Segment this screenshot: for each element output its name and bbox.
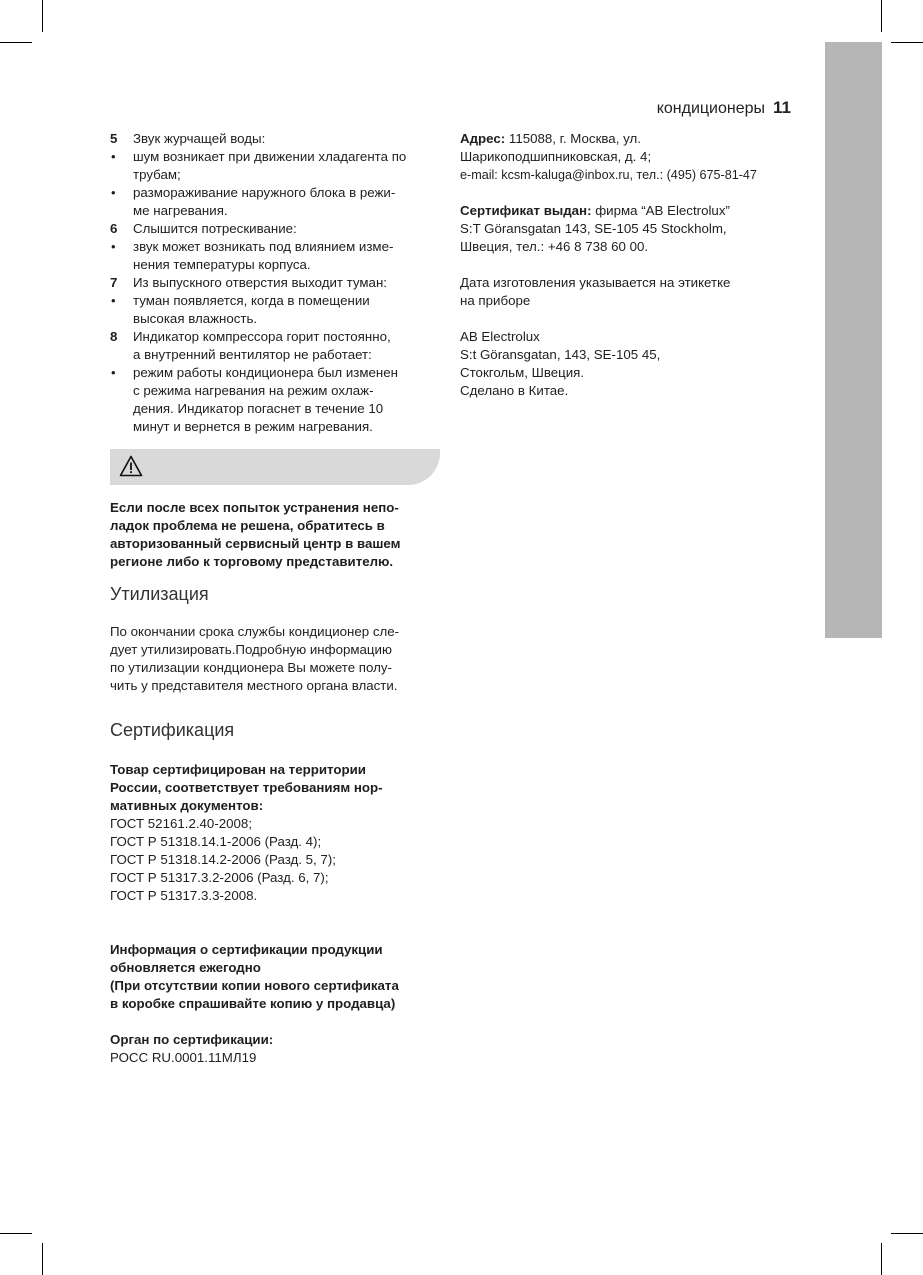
standard-item: ГОСТ Р 51318.14.1-2006 (Разд. 4); [110, 834, 322, 849]
disposal-line: По окончании срока службы кондиционер сле- [110, 624, 400, 639]
item-continuation [110, 382, 440, 400]
item-text: Индикатор компрессора горит постоянно, [133, 329, 391, 344]
certification-statement [110, 761, 440, 815]
address-line: Шарикоподшипниковская, д. 4; [460, 149, 652, 164]
section-side-tab [825, 42, 882, 638]
address-line: 115088, г. Москва, ул. [505, 131, 641, 146]
standard-item: ГОСТ Р 51317.3.3-2008. [110, 888, 258, 903]
item-text: а внутренний вентилятор не работает: [133, 347, 372, 362]
bullet-mark: • [111, 185, 116, 200]
item-continuation [110, 346, 440, 364]
item-text: Из выпускного отверстия выходит туман: [133, 275, 387, 290]
address-label: Адрес: [460, 131, 506, 146]
troubleshooting-list [110, 130, 440, 436]
bullet-item [110, 148, 440, 166]
item-text: высокая влажность. [133, 311, 258, 326]
numbered-item [110, 220, 440, 238]
address-email-phone: e-mail: kcsm-kaluga@inbox.ru, тел.: (495) 675-81-47 [460, 168, 757, 182]
warning-text [110, 499, 440, 571]
bullet-item [110, 184, 440, 202]
cert-info-line: (При отсутствии копии нового сертификата [110, 978, 399, 993]
cert-info-line: обновляется ежегодно [110, 960, 261, 975]
right-column [460, 130, 800, 418]
cert-statement-line: России, соответствует требованиям нор- [110, 780, 383, 795]
item-continuation [110, 202, 440, 220]
certification-info [110, 941, 440, 1013]
crop-mark [891, 42, 923, 43]
warning-line: ладок проблема не решена, обратитесь в [110, 518, 385, 533]
item-text: режим работы кондиционера был изменен [133, 365, 398, 380]
bullet-mark: • [111, 365, 116, 380]
certification-heading: Сертификация [110, 720, 235, 740]
disposal-line: по утилизации кондционера Вы можете полу- [110, 660, 392, 675]
warning-line: Если после всех попыток устранения непо- [110, 500, 399, 515]
item-text: туман появляется, когда в помещении [133, 293, 370, 308]
numbered-item [110, 274, 440, 292]
item-continuation [110, 400, 440, 418]
item-continuation [110, 256, 440, 274]
manufacturer-line: S:t Göransgatan, 143, SE-105 45, [460, 347, 661, 362]
standard-item: ГОСТ Р 51318.14.2-2006 (Разд. 5, 7); [110, 852, 336, 867]
cert-body-value: РОСС RU.0001.11МЛ19 [110, 1050, 257, 1065]
crop-mark [891, 1233, 923, 1234]
manufacture-date-line: Дата изготовления указывается на этикетке [460, 275, 731, 290]
cert-issuer-label: Сертификат выдан: [460, 203, 592, 218]
bullet-mark: • [111, 149, 116, 164]
item-continuation [110, 310, 440, 328]
cert-statement-line: Товар сертифицирован на территории [110, 762, 366, 777]
cert-body-label: Орган по сертификации: [110, 1032, 274, 1047]
address-block [460, 130, 800, 184]
item-text: размораживание наружного блока в режи- [133, 185, 396, 200]
item-text: минут и вернется в режим нагревания. [133, 419, 373, 434]
disposal-heading: Утилизация [110, 584, 209, 604]
item-text: дения. Индикатор погаснет в течение 10 [133, 401, 384, 416]
bullet-mark: • [111, 293, 116, 308]
crop-mark [42, 1243, 43, 1275]
item-text: Звук журчащей воды: [133, 131, 266, 146]
item-text: нения температуры корпуса. [133, 257, 311, 272]
item-continuation [110, 418, 440, 436]
bullet-item [110, 292, 440, 310]
item-number: 8 [110, 329, 118, 344]
crop-mark [881, 0, 882, 32]
item-number: 6 [110, 221, 118, 236]
item-text: звук может возникать под влиянием изме- [133, 239, 394, 254]
item-number: 5 [110, 131, 118, 146]
manufacture-date-block [460, 274, 800, 310]
standard-item: ГОСТ Р 51317.3.2-2006 (Разд. 6, 7); [110, 870, 329, 885]
warning-line: регионе либо к торговому представителю. [110, 554, 394, 569]
manufacturer-line: AB Electrolux [460, 329, 540, 344]
disposal-line: дует утилизировать.Подробную информацию [110, 642, 392, 657]
cert-info-line: в коробке спрашивайте копию у продавца) [110, 996, 396, 1011]
cert-issuer-line: Швеция, тел.: +46 8 738 60 00. [460, 239, 649, 254]
certificate-issuer-block [460, 202, 800, 256]
bullet-item [110, 364, 440, 382]
item-text: ме нагревания. [133, 203, 228, 218]
manufacturer-line: Стокгольм, Швеция. [460, 365, 585, 380]
item-number: 7 [110, 275, 118, 290]
item-text: с режима нагревания на режим охлаж- [133, 383, 374, 398]
page-number: 11 [773, 98, 791, 117]
cert-issuer-line: фирма “AB Electrolux” [591, 203, 730, 218]
item-continuation [110, 166, 440, 184]
warning-bar [110, 449, 440, 485]
crop-mark [0, 1233, 32, 1234]
disposal-line: чить у представителя местного органа власти. [110, 678, 398, 693]
disposal-text [110, 623, 440, 695]
crop-mark [42, 0, 43, 32]
manufacturer-block [460, 328, 800, 400]
manufacture-date-line: на приборе [460, 293, 531, 308]
certification-body [110, 1031, 440, 1067]
crop-mark [881, 1243, 882, 1275]
section-title: кондиционеры [656, 100, 766, 117]
cert-statement-line: мативных документов: [110, 798, 264, 813]
warning-triangle-icon [119, 455, 143, 477]
manufacturer-line: Сделано в Китае. [460, 383, 569, 398]
standards-list [110, 815, 440, 905]
page-header [657, 98, 791, 118]
bullet-mark: • [111, 239, 116, 254]
warning-line: авторизованный сервисный центр в вашем [110, 536, 401, 551]
item-text: трубам; [133, 167, 181, 182]
numbered-item [110, 328, 440, 346]
bullet-item [110, 238, 440, 256]
cert-issuer-line: S:T Göransgatan 143, SE-105 45 Stockholm, [460, 221, 727, 236]
cert-info-line: Информация о сертификации продукции [110, 942, 383, 957]
left-column [110, 130, 440, 1067]
item-text: шум возникает при движении хладагента по [133, 149, 407, 164]
item-text: Слышится потрескивание: [133, 221, 297, 236]
numbered-item [110, 130, 440, 148]
crop-mark [0, 42, 32, 43]
standard-item: ГОСТ 52161.2.40-2008; [110, 816, 253, 831]
